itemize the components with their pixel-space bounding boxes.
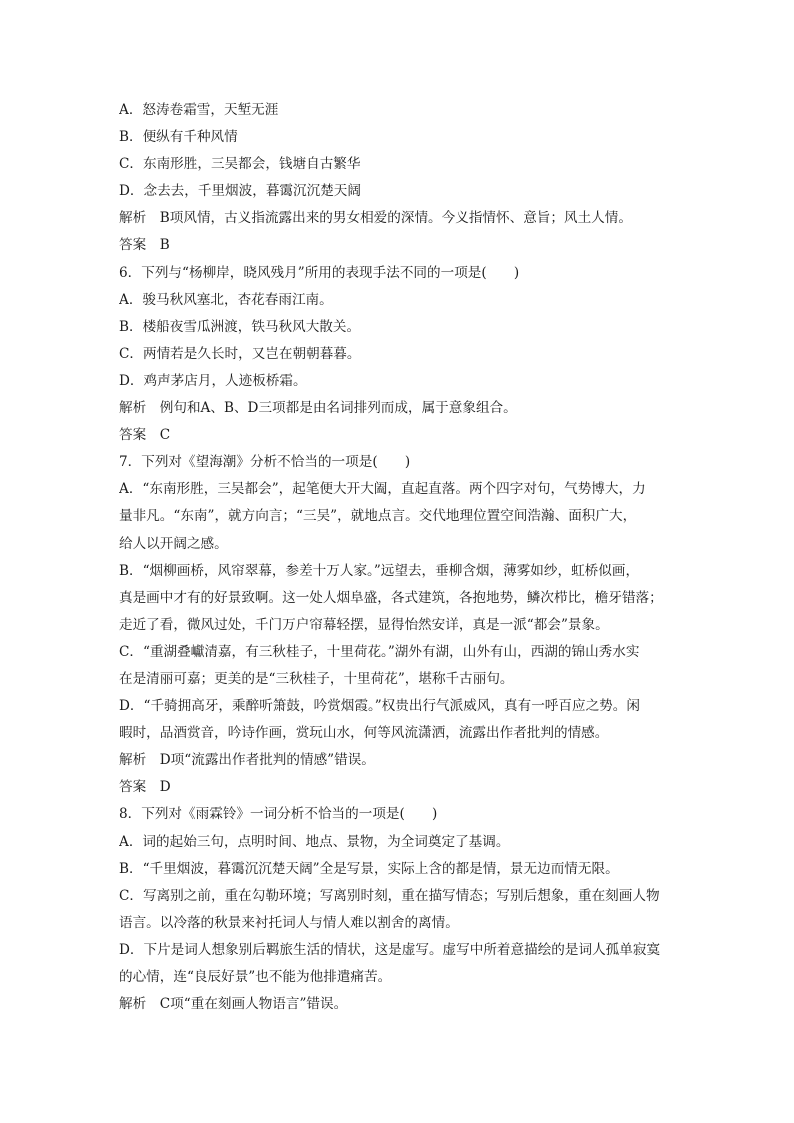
text-line: 给人以开阔之感。 bbox=[119, 535, 228, 552]
text-line: 解析 B项风情，古义指流露出来的男女相爱的深情。今义指情怀、意旨；风土人情。 bbox=[119, 210, 632, 227]
text-line: 在是清丽可嘉；更美的是“三秋桂子，十里荷花”，堪称千古丽句。 bbox=[119, 670, 514, 687]
text-line: D．鸡声茅店月，人迹板桥霜。 bbox=[119, 372, 307, 389]
text-line: A．骏马秋风塞北，杏花春雨江南。 bbox=[119, 291, 333, 308]
text-line: C．“重湖叠巘清嘉，有三秋桂子，十里荷花。”湖外有湖，山外有山，西湖的锦山秀水实 bbox=[119, 643, 640, 660]
text-line: 7．下列对《望海潮》分析不恰当的一项是( ) bbox=[119, 454, 411, 471]
text-line: C．两情若是久长时，又岂在朝朝暮暮。 bbox=[119, 345, 361, 362]
text-line: D．下片是词人想象别后羁旅生活的情状，这是虚写。虚写中所着意描绘的是词人孤单寂寞 bbox=[119, 941, 661, 958]
text-line: C．东南形胜，三吴都会，钱塘自古繁华 bbox=[119, 156, 361, 173]
text-line: D．念去去，千里烟波，暮霭沉沉楚天阔 bbox=[119, 183, 361, 200]
text-line: 量非凡。“东南”，就方向言；“三吴”，就地点言。交代地理位置空间浩瀚、面积广大， bbox=[119, 508, 637, 525]
text-line: B．“千里烟波，暮霭沉沉楚天阔”全是写景，实际上含的都是情，景无边而情无限。 bbox=[119, 860, 619, 877]
text-line: 答案 D bbox=[119, 779, 171, 796]
text-line: 解析 例句和A、B、D三项都是由名词排列而成，属于意象组合。 bbox=[119, 400, 517, 417]
text-line: 的心情，连“良辰好景”也不能为他排遣痛苦。 bbox=[119, 969, 392, 985]
text-line: 解析 C项“重在刻画人物语言”错误。 bbox=[119, 996, 348, 1013]
text-line: C．写离别之前，重在勾勒环境；写离别时刻，重在描写情态；写别后想象，重在刻画人物 bbox=[119, 887, 660, 904]
text-line: A．怒涛卷霜雪，天堑无涯 bbox=[119, 102, 279, 118]
text-line: 解析 D项“流露出作者批判的情感”错误。 bbox=[119, 752, 375, 769]
text-line: 答案 B bbox=[119, 237, 170, 254]
text-line: 语言。以冷落的秋景来衬托词人与情人难以割舍的离情。 bbox=[119, 914, 459, 931]
text-line: 8．下列对《雨霖铃》一词分析不恰当的一项是( ) bbox=[119, 806, 438, 823]
text-line: 走近了看，微风过处，千门万户帘幕轻摆，显得怡然安详，真是一派“都会”景象。 bbox=[119, 616, 609, 633]
text-line: B．楼船夜雪瓜洲渡，铁马秋风大散关。 bbox=[119, 318, 361, 335]
text-line: 答案 C bbox=[119, 427, 171, 444]
text-line: 6．下列与“杨柳岸，晓风残月”所用的表现手法不同的一项是( ) bbox=[119, 264, 520, 281]
text-line: A．“东南形胜，三吴都会”，起笔便大开大阖，直起直落。两个四字对句，气势博大，力 bbox=[119, 481, 646, 498]
text-line: D．“千骑拥高牙，乘醉听箫鼓，吟赏烟霞。”权贵出行气派威风，真有一呼百应之势。闲 bbox=[119, 698, 640, 715]
text-line: 暇时，品酒赏音，吟诗作画，赏玩山水，何等风流潇洒，流露出作者批判的情感。 bbox=[119, 725, 609, 742]
text-line: B．便纵有千种风情 bbox=[119, 129, 238, 146]
text-line: A．词的起始三句，点明时间、地点、景物，为全词奠定了基调。 bbox=[119, 833, 510, 850]
text-line: B．“烟柳画桥，风帘翠幕，参差十万人家。”远望去，垂柳含烟，薄雾如纱，虹桥似画， bbox=[119, 562, 640, 579]
text-line: 真是画中才有的好景致啊。这一处人烟阜盛，各式建筑，各抱地势，鳞次栉比，檐牙错落； bbox=[119, 589, 663, 606]
